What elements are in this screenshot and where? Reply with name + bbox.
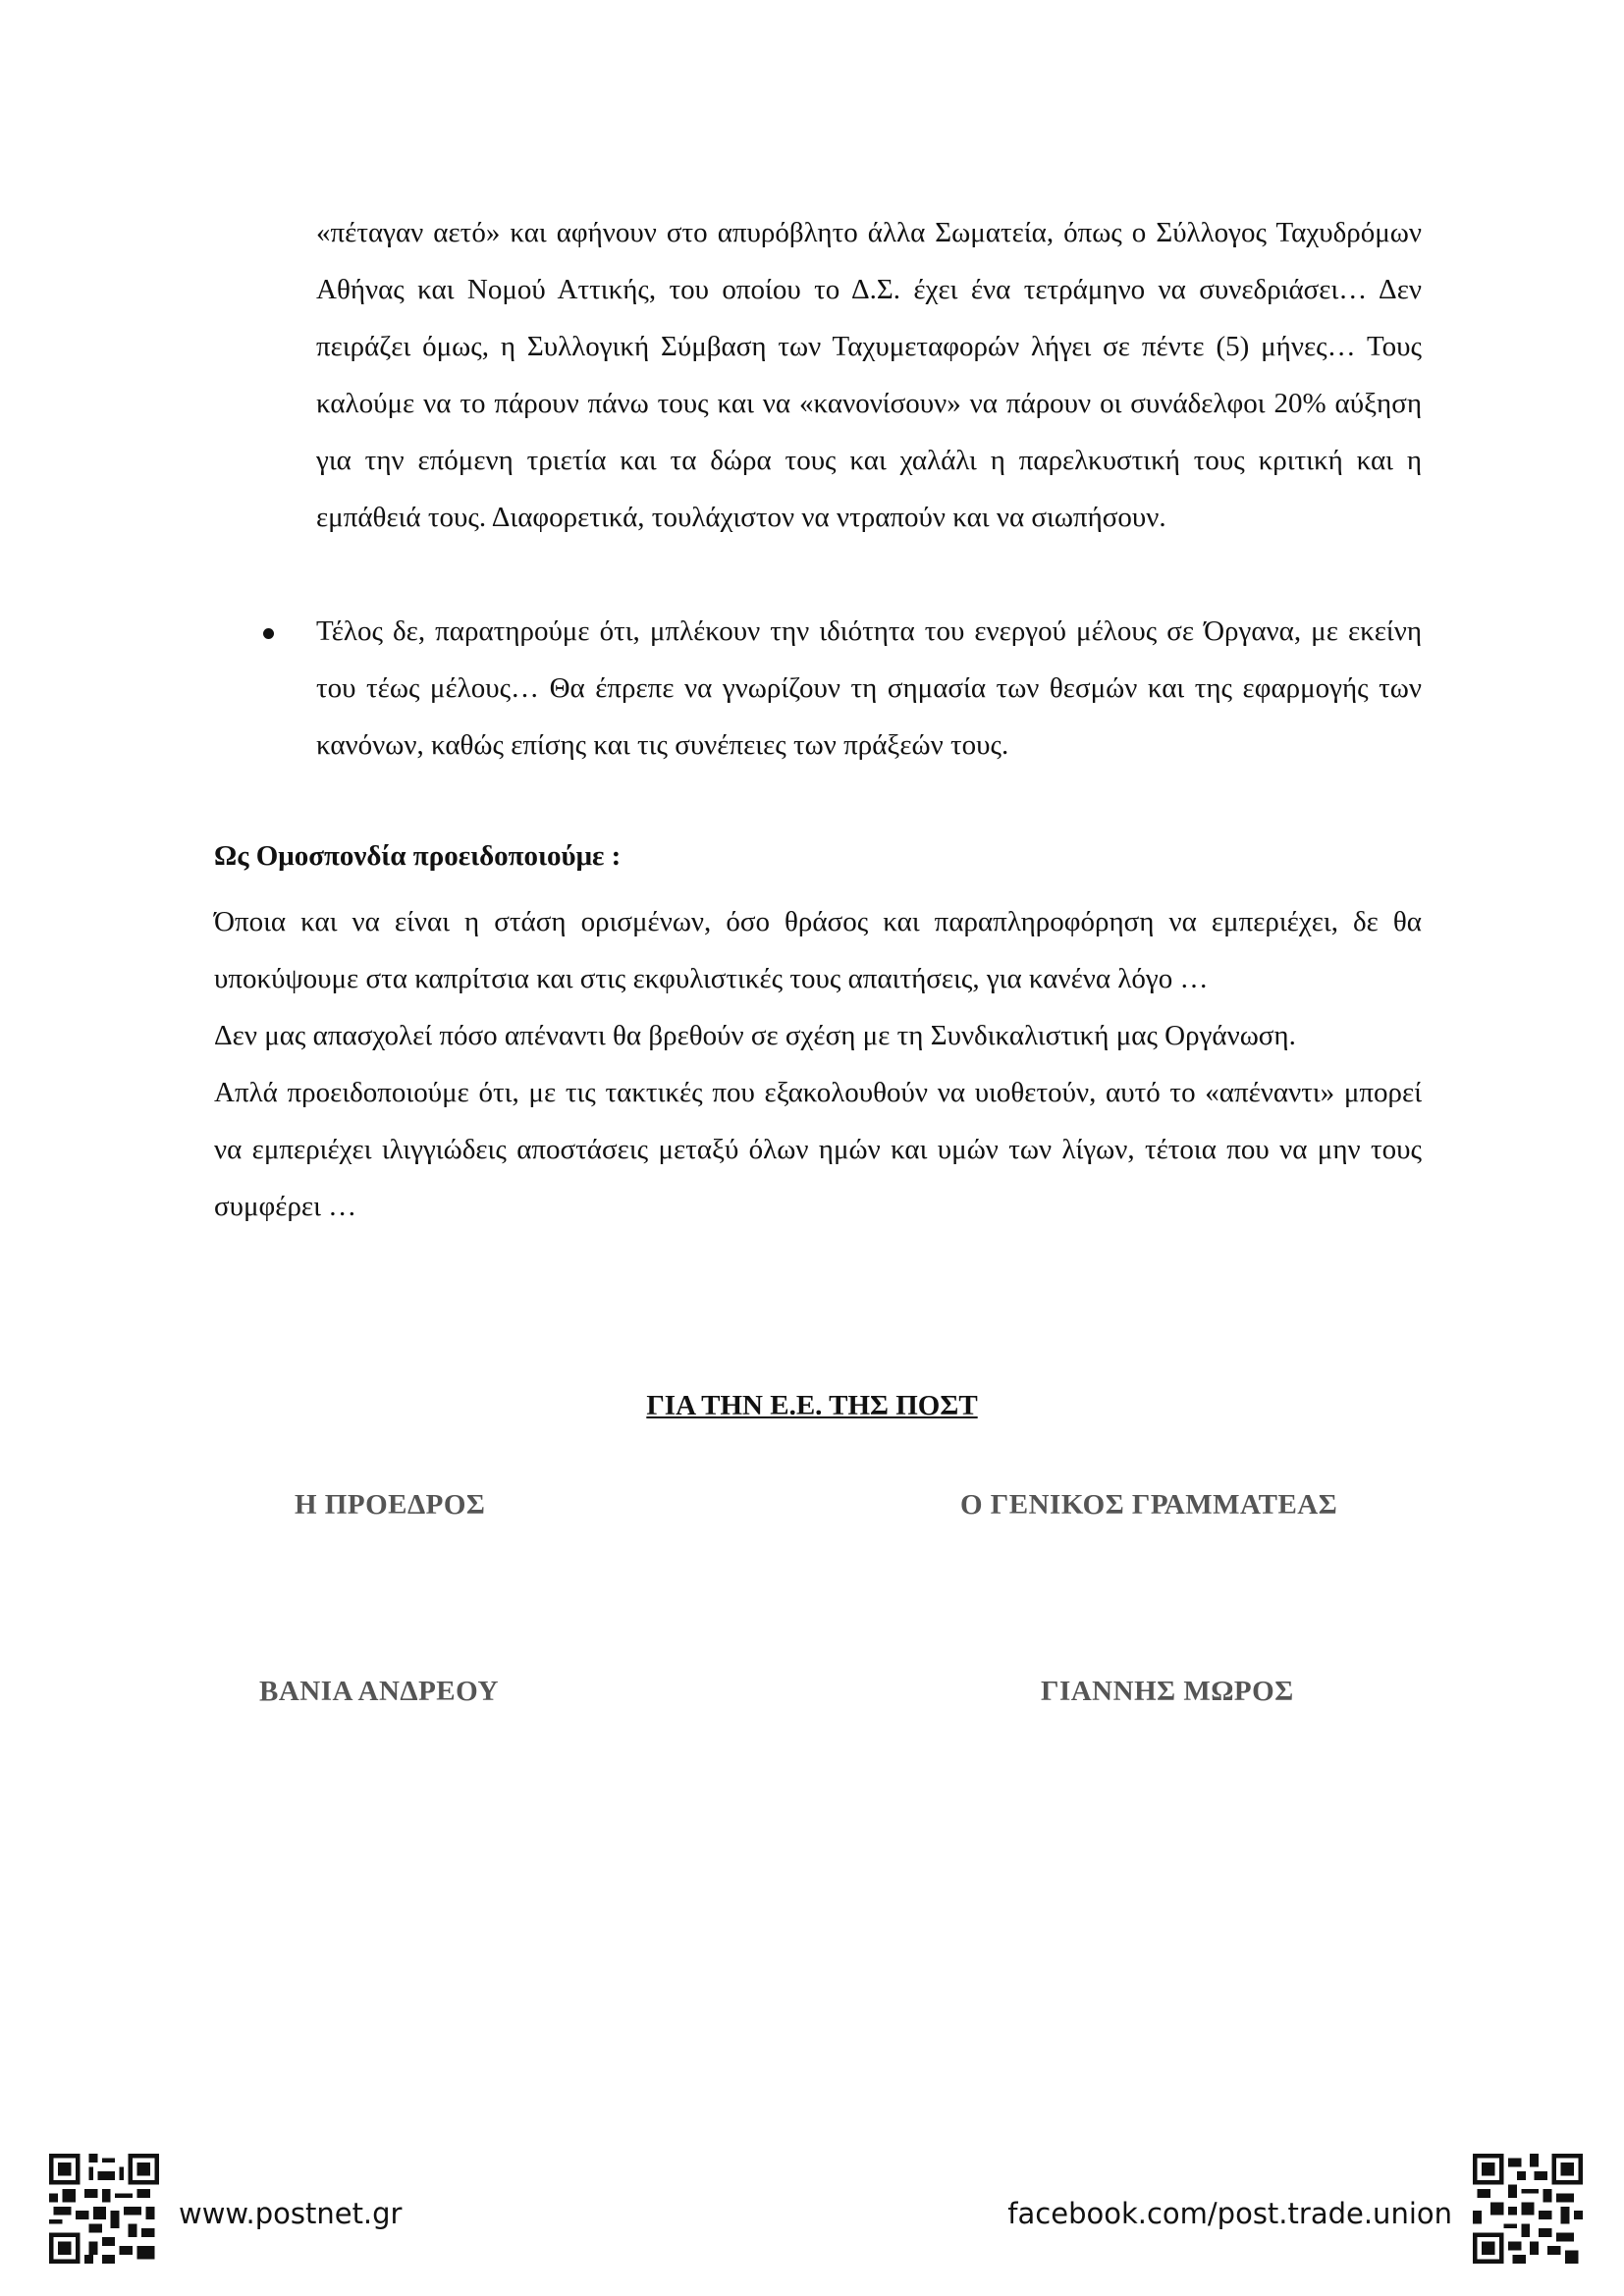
bullet-text: Τέλος δε, παρατηρούμε ότι, μπλέκουν την ιδιότητα του ενεργού μέλους σε Όργανα, με εκείνη του τέως μέλους… Θα έπρεπε να γνωρίζουν τη σημασία των θεσμών και της εφαρμογής των κανόνων, καθώς επίσης και τις συνέπειες των πράξεών τους. xyxy=(316,615,1422,761)
signoff-title: ΓΙΑ ΤΗΝ Ε.Ε. ΤΗΣ ΠΟΣΤ xyxy=(646,1390,978,1421)
body-paragraphs xyxy=(214,893,1422,1235)
facebook-link[interactable]: facebook.com/post.trade.union xyxy=(1007,2197,1452,2230)
continued-paragraph xyxy=(316,204,1422,546)
general-secretary-role: Ο ΓΕΝΙΚΟΣ ΓΡΑΜΜΑΤΕΑΣ xyxy=(960,1489,1338,1521)
bullet-icon xyxy=(263,628,274,639)
general-secretary-name: ΓΙΑΝΝΗΣ ΜΩΡΟΣ xyxy=(1041,1676,1294,1707)
body-paragraph-1: Όποια και να είναι η στάση ορισμένων, όσο θράσος και παραπληροφόρηση να εμπεριέχει, δε θα υποκύψουμε στα καπρίτσια και στις εκφυλιστικές τους απαιτήσεις, για κανένα λόγο … xyxy=(214,906,1422,994)
body-paragraph-2: Δεν μας απασχολεί πόσο απέναντι θα βρεθούν σε σχέση με τη Συνδικαλιστική μας Οργάνωση. xyxy=(214,1020,1296,1051)
qr-code-icon xyxy=(49,2154,159,2264)
president-name: ΒΑΝΙΑ ΑΝΔΡΕΟΥ xyxy=(259,1676,499,1707)
website-link[interactable]: www.postnet.gr xyxy=(179,2197,403,2230)
warning-heading: Ως Ομοσπονδία προειδοποιούμε : xyxy=(214,840,622,872)
bullet-list-item xyxy=(316,603,1422,774)
qr-code-icon xyxy=(1473,2154,1583,2264)
body-paragraph-3: Απλά προειδοποιούμε ότι, με τις τακτικές που εξακολουθούν να υιοθετούν, αυτό το «απέναντι» μπορεί να εμπεριέχει ιλιγγιώδεις αποστάσεις μεταξύ όλων ημών και υμών των λίγων, τέτοια που να μην τους συμφέρει … xyxy=(214,1077,1422,1222)
president-role: Η ΠΡΟΕΔΡΟΣ xyxy=(295,1489,486,1521)
paragraph-text: «πέταγαν αετό» και αφήνουν στο απυρόβλητο άλλα Σωματεία, όπως ο Σύλλογος Ταχυδρόμων Αθήνας και Νομού Αττικής, του οποίου το Δ.Σ. έχει ένα τετράμηνο να συνεδριάσει… Δεν πειράζει όμως, η Συλλογική Σύμβαση των Ταχυμεταφορών λήγει σε πέντε (5) μήνες… Τους καλούμε να το πάρουν πάνω τους και να «κανονίσουν» να πάρουν οι συνάδελφοι 20% αύξηση για την επόμενη τριετία και τα δώρα τους και χαλάλι η παρελκυστική τους κριτική και η εμπάθειά τους. Διαφορετικά, τουλάχιστον να ντραπούν και να σιωπήσουν. xyxy=(316,217,1422,533)
